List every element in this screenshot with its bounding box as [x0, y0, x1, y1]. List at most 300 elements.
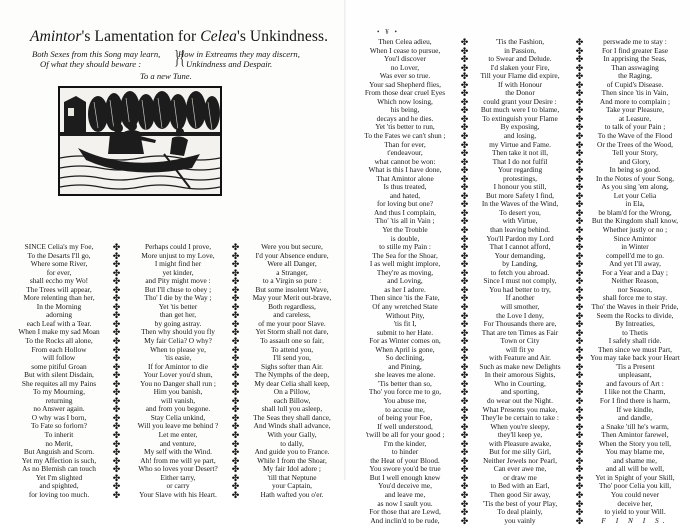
verse-line: The Trees will appear,	[26, 284, 92, 294]
verse-line: to Swear and Delude.	[488, 54, 552, 64]
verse-line: Tho' 'tis all in Vain ;	[375, 216, 435, 226]
verse-line: Your regarding	[497, 165, 543, 175]
verse-line: Your sad Shepherd flies,	[369, 79, 441, 89]
verse-line: deceive her,	[617, 498, 653, 508]
fleuron-ornament-icon: ✤	[575, 113, 584, 124]
fleuron-ornament-icon: ✤	[575, 404, 584, 415]
fleuron-ornament-icon: ✤	[575, 336, 584, 347]
verse-line: You may blame me,	[605, 447, 665, 457]
verse-line: Since I must not comply,	[483, 276, 557, 286]
fleuron-ornament-icon: ✤	[460, 233, 469, 244]
fleuron-ornament-icon: ✤	[112, 242, 121, 252]
verse-line: You'll Pardon my Lord	[486, 233, 554, 243]
subtitle-right-1: How in Extreams they may discern,	[178, 49, 300, 59]
fleuron-ornament-icon: ✤	[460, 455, 469, 466]
verse-line: But more Safety I find,	[486, 190, 554, 200]
fleuron-ornament-icon: ✤	[460, 276, 469, 287]
fleuron-ornament-icon: ✤	[112, 387, 121, 398]
verse-line: Neither Reason,	[611, 276, 659, 286]
fleuron-ornament-icon: ✤	[460, 515, 469, 526]
fleuron-ornament-icon: ✤	[460, 395, 469, 406]
verse-line: In being so good.	[609, 165, 661, 175]
fleuron-ornament-icon: ✤	[575, 207, 584, 218]
verse-line: I'd slaken your Fire,	[490, 62, 550, 72]
verse-line: To the Fates we can't shun ;	[364, 131, 446, 141]
boat-scene-image	[60, 88, 220, 194]
verse-line: If with Honour	[497, 79, 543, 89]
verse-line: To extinguish your Flame	[482, 113, 558, 123]
fleuron-ornament-icon: ✤	[460, 113, 469, 124]
fleuron-ornament-icon: ✤	[575, 455, 584, 466]
verse-line: to Thetis	[622, 327, 648, 337]
verse-line: To assault one so fair,	[260, 336, 324, 346]
fleuron-ornament-icon: ✤	[575, 301, 584, 312]
fleuron-ornament-icon: ✤	[575, 71, 584, 82]
verse-line: When to please ye,	[150, 344, 206, 354]
verse-line: Since Amintor	[613, 233, 657, 243]
fleuron-ornament-icon: ✤	[575, 430, 584, 441]
verse-line: Your demanding,	[494, 250, 546, 260]
fleuron-ornament-icon: ✤	[231, 267, 240, 278]
verse-line: If for Amintor to die	[148, 361, 208, 371]
fleuron-ornament-icon: ✤	[575, 464, 584, 475]
fleuron-ornament-icon: ✤	[231, 489, 240, 500]
fleuron-ornament-icon: ✤	[231, 378, 240, 389]
verse-line: To the Desarts I'll go,	[27, 250, 91, 260]
title-name-celea: Celea	[200, 28, 237, 45]
verse-line: Yet Storm shall not dare,	[255, 327, 329, 337]
verse-line: compell'd me to go.	[605, 250, 665, 260]
verse-line: To attend you,	[270, 344, 314, 354]
fleuron-ornament-icon: ✤	[231, 293, 240, 304]
fleuron-ornament-icon: ✤	[460, 165, 469, 176]
fleuron-ornament-icon: ✤	[231, 353, 240, 364]
fleuron-ornament-icon: ✤	[112, 267, 121, 278]
fleuron-ornament-icon: ✤	[112, 276, 121, 287]
fleuron-ornament-icon: ✤	[112, 318, 121, 329]
verse-line: My fair Idol adore ;	[263, 464, 321, 474]
fleuron-ornament-icon: ✤	[575, 489, 584, 500]
fleuron-ornament-icon: ✤	[112, 336, 121, 347]
verse-line: In apprising the Seas,	[603, 54, 667, 64]
verse-line: no Lover,	[390, 62, 420, 72]
fleuron-ornament-icon: ✤	[575, 284, 584, 295]
verse-line: That I cannot afford,	[489, 242, 551, 252]
verse-line: And Winds shall advance,	[253, 421, 331, 431]
verse-line: the Raging,	[618, 71, 652, 81]
fleuron-ornament-icon: ✤	[460, 310, 469, 321]
verse-line: and Pining,	[388, 361, 422, 371]
fleuron-ornament-icon: ✤	[231, 421, 240, 432]
fleuron-ornament-icon: ✤	[575, 37, 584, 47]
fleuron-ornament-icon: ✤	[575, 173, 584, 184]
verse-line: Can ever awe me,	[493, 464, 547, 474]
verse-line: When you're sleepy,	[490, 421, 550, 431]
verse-line: Tho' you force me to go,	[368, 387, 442, 397]
fleuron-ornament-icon: ✤	[460, 242, 469, 253]
fleuron-ornament-icon: ✤	[460, 199, 469, 210]
verse-line: Then why should you fly	[141, 327, 215, 337]
fleuron-ornament-icon: ✤	[460, 250, 469, 261]
verse-line: Let your Celia	[613, 190, 657, 200]
verse-line: Who so loves your Desert?	[138, 464, 218, 474]
verse-line: do wear out the Night.	[487, 395, 553, 405]
verse-line: returning	[45, 395, 73, 405]
fleuron-ornament-icon: ✤	[575, 79, 584, 90]
fleuron-ornament-icon: ✤	[460, 430, 469, 441]
verse-line: by going astray.	[154, 318, 202, 328]
fleuron-ornament-icon: ✤	[460, 173, 469, 184]
verse-line: unpleasant,	[618, 370, 652, 380]
fleuron-ornament-icon: ✤	[575, 319, 584, 330]
fleuron-ornament-icon: ✤	[460, 421, 469, 432]
fleuron-ornament-icon: ✤	[460, 413, 469, 424]
verse-line: To the Wave of the Flood	[597, 131, 673, 141]
verse-line: than leaving behind.	[490, 225, 550, 235]
verse-line: And yet I'll away,	[609, 259, 661, 269]
verse-line: Yet my Affection is such,	[21, 455, 97, 465]
verse-line: 'tis fit I,	[393, 319, 417, 329]
verse-line: SINCE Celia's my Foe,	[24, 242, 94, 251]
fleuron-ornament-icon: ✤	[112, 395, 121, 406]
verse-line: To inherit	[44, 430, 74, 440]
poem-column-2	[122, 243, 234, 499]
verse-line: Him you banish,	[153, 387, 203, 397]
verse-line: of me your poor Slave.	[258, 318, 326, 328]
verse-line: I like not the Charm,	[604, 387, 666, 397]
verse-line: By Intreaties,	[615, 319, 655, 329]
fleuron-ornament-icon: ✤	[575, 267, 584, 278]
verse-line: will follow	[42, 353, 76, 363]
fleuron-ornament-icon: ✤	[231, 344, 240, 355]
fleuron-ornament-icon: ✤	[112, 327, 121, 338]
fleuron-ornament-icon: ✤	[460, 387, 469, 398]
verse-line: Where some River,	[30, 259, 88, 269]
verse-line: and Glory,	[619, 156, 651, 166]
fleuron-ornament-icon: ✤	[231, 250, 240, 261]
fleuron-ornament-icon: ✤	[460, 71, 469, 82]
verse-line: and losing,	[503, 131, 537, 141]
poem-column-4	[352, 38, 458, 525]
verse-line: yet kinder,	[162, 267, 194, 277]
verse-line: she leaves me alone.	[374, 370, 436, 380]
verse-line: To Fate so forlorn?	[31, 421, 87, 431]
verse-line: and spighted,	[39, 481, 79, 491]
fleuron-ornament-icon: ✤	[112, 293, 121, 304]
fleuron-ornament-icon: ✤	[575, 216, 584, 227]
fleuron-ornament-icon: ✤	[575, 88, 584, 99]
verse-line: his being,	[390, 105, 420, 115]
verse-line: will vanish,	[160, 395, 196, 405]
verse-line: 'Tis a Present	[615, 361, 655, 371]
verse-line: submit to her Hate.	[376, 327, 434, 337]
verse-line: they'll keep ye,	[497, 430, 543, 440]
verse-line: each Leaf with a Tear.	[26, 318, 92, 328]
fleuron-ornament-icon: ✤	[575, 370, 584, 381]
fleuron-ornament-icon: ✤	[460, 139, 469, 150]
fleuron-ornament-icon: ✤	[460, 62, 469, 73]
verse-line: The Nymphs of the deep,	[254, 370, 330, 380]
verse-line: to hinder	[391, 447, 419, 457]
verse-line: Tell your Story,	[612, 148, 658, 158]
verse-line: to talk of your Pain ;	[604, 122, 666, 132]
fleuron-ornament-icon: ✤	[575, 327, 584, 338]
verse-line: as her I adore.	[384, 284, 426, 294]
verse-line: Than asswaging	[611, 62, 659, 72]
verse-line: So declining,	[385, 353, 425, 363]
fleuron-ornament-icon: ✤	[575, 156, 584, 167]
fleuron-ornament-icon: ✤	[231, 327, 240, 338]
verse-line: shall lull you asleep,	[261, 404, 323, 414]
fleuron-ornament-icon: ✤	[231, 276, 240, 287]
verse-line: Than for ever,	[384, 139, 426, 149]
verse-line: For as Winter comes on,	[369, 336, 441, 346]
fleuron-ornament-icon: ✤	[575, 447, 584, 458]
verse-line: More unjust to my Love,	[141, 250, 215, 260]
verse-line: If well understood,	[377, 421, 433, 431]
verse-line: and all will be well,	[605, 464, 665, 474]
verse-line: You'd deceive me,	[378, 481, 432, 491]
fleuron-ornament-icon: ✤	[112, 259, 121, 270]
fleuron-ornament-icon: ✤	[575, 438, 584, 449]
verse-line: or carry	[166, 481, 190, 491]
fleuron-ornament-icon: ✤	[112, 438, 121, 449]
verse-line: each Billow,	[273, 395, 311, 405]
verse-line: Such as make new Delights	[479, 361, 561, 371]
fleuron-ornament-icon: ✤	[231, 438, 240, 449]
verse-line: to stille my Pain :	[379, 242, 431, 252]
verse-line: You abuse me,	[383, 395, 427, 405]
ornament-border-1	[111, 243, 122, 499]
fleuron-ornament-icon: ✤	[460, 301, 469, 312]
verse-line: shall eccho my Wo!	[29, 276, 89, 286]
fleuron-ornament-icon: ✤	[112, 447, 121, 458]
verse-line: In the Waves of the Wind,	[481, 199, 559, 209]
fleuron-ornament-icon: ✤	[231, 301, 240, 312]
fleuron-ornament-icon: ✤	[460, 156, 469, 167]
fleuron-ornament-icon: ✤	[460, 79, 469, 90]
fleuron-ornament-icon: ✤	[112, 344, 121, 355]
verse-line: I'd your Absence endure,	[255, 250, 329, 260]
fleuron-ornament-icon: ✤	[575, 507, 584, 518]
fleuron-ornament-icon: ✤	[460, 122, 469, 133]
fleuron-ornament-icon: ✤	[460, 472, 469, 483]
verse-line: with Virtue,	[502, 216, 538, 226]
fleuron-ornament-icon: ✤	[112, 378, 121, 389]
ballad-title	[30, 28, 330, 46]
verse-line: More relenting than her,	[23, 293, 95, 303]
poem-column-1	[4, 243, 114, 499]
poem-column-3	[239, 243, 345, 499]
verse-line: Both regardless,	[268, 301, 316, 311]
fleuron-ornament-icon: ✤	[460, 361, 469, 372]
fleuron-ornament-icon: ✤	[575, 148, 584, 159]
fleuron-ornament-icon: ✤	[231, 395, 240, 406]
verse-line: as now I sault you.	[377, 498, 433, 508]
verse-line: I might find her	[154, 259, 202, 269]
verse-line: In their amorous Sights,	[484, 370, 556, 380]
verse-line: You had better to try,	[489, 284, 551, 294]
verse-line: the Donor	[505, 88, 535, 98]
verse-line: for loving but one?	[376, 199, 434, 209]
fleuron-ornament-icon: ✤	[460, 259, 469, 270]
verse-line: To desert you,	[499, 207, 541, 217]
fleuron-ornament-icon: ✤	[460, 207, 469, 218]
verse-line: But the Kingdom shall know,	[591, 216, 679, 226]
verse-line: Yet I'm slighted	[35, 472, 83, 482]
subtitle-left-2: Of what they should beware :	[40, 59, 142, 69]
verse-line: the Heat of your Blood.	[370, 455, 440, 465]
verse-line: Tho' I die by the Way ;	[144, 293, 212, 303]
verse-line: When I cease to pursue,	[369, 45, 441, 55]
verse-line: will fit ye	[505, 344, 535, 354]
verse-line: Then good Sir away,	[489, 489, 551, 499]
fleuron-ornament-icon: ✤	[460, 54, 469, 65]
verse-line: 'Tis the Fashion,	[495, 37, 545, 46]
verse-line: protestings,	[502, 173, 538, 183]
verse-line: The Seas they shall dance,	[253, 412, 331, 422]
fleuron-ornament-icon: ✤	[575, 310, 584, 321]
verse-line: You may take back your Heart	[590, 353, 680, 363]
fleuron-ornament-icon: ✤	[460, 319, 469, 330]
fleuron-ornament-icon: ✤	[112, 421, 121, 432]
fleuron-ornament-icon: ✤	[575, 225, 584, 236]
verse-line: and leave me,	[384, 489, 426, 499]
fleuron-ornament-icon: ✤	[575, 105, 584, 116]
verse-line: a Snake 'till he's warm,	[601, 421, 669, 431]
verse-line: 'Tis the best of your Play,	[482, 498, 558, 508]
fleuron-ornament-icon: ✤	[460, 353, 469, 364]
fleuron-ornament-icon: ✤	[460, 344, 469, 355]
fleuron-ornament-icon: ✤	[460, 45, 469, 56]
verse-line: to dally,	[280, 438, 304, 448]
verse-line: You no Danger shall run ;	[140, 378, 216, 388]
fleuron-ornament-icon: ✤	[575, 259, 584, 270]
verse-line: the Love I deny,	[496, 310, 544, 320]
verse-line: Perhaps could I prove,	[144, 242, 212, 251]
fleuron-ornament-icon: ✤	[112, 370, 121, 381]
subtitle-right-2: Unkindness and Despair.	[186, 59, 273, 69]
verse-line: For Thousands there are,	[483, 319, 557, 329]
verse-line: That I do not fulfil	[492, 156, 548, 166]
fleuron-ornament-icon: ✤	[231, 481, 240, 492]
verse-line: Which now losing,	[377, 96, 433, 106]
verse-line: F I N I S.	[601, 515, 669, 525]
verse-line: 'twill be all for your good ;	[365, 430, 445, 440]
fleuron-ornament-icon: ✤	[460, 404, 469, 415]
fleuron-ornament-icon: ✤	[112, 301, 121, 312]
verse-line: On a Pillow,	[273, 387, 311, 397]
fleuron-ornament-icon: ✤	[575, 122, 584, 133]
verse-line: 'Tis better than so,	[378, 378, 432, 388]
verse-line: to fetch you abroad.	[490, 267, 550, 277]
verse-line: Then since 'tis the Fate,	[370, 293, 440, 303]
verse-line: you vainly	[504, 515, 536, 525]
verse-line: Ah! from me will ye part,	[140, 455, 216, 465]
verse-line: Tho' the Waves in their Pride,	[591, 301, 679, 311]
verse-line: Who in Courting,	[494, 378, 546, 388]
verse-line: Town or City	[500, 336, 540, 346]
fleuron-ornament-icon: ✤	[575, 45, 584, 56]
fleuron-ornament-icon: ✤	[112, 430, 121, 441]
verse-line: When April is gone,	[375, 344, 435, 354]
fleuron-ornament-icon: ✤	[575, 54, 584, 65]
verse-line: no Answer again.	[33, 404, 85, 414]
verse-line: From each Hollow	[31, 344, 87, 354]
verse-line: My fair Celia? O why?	[144, 336, 212, 346]
fleuron-ornament-icon: ✤	[575, 250, 584, 261]
verse-line: While I from the Shoar,	[257, 455, 327, 465]
fleuron-ornament-icon: ✤	[231, 430, 240, 441]
fleuron-ornament-icon: ✤	[460, 105, 469, 116]
fleuron-ornament-icon: ✤	[460, 182, 469, 193]
fleuron-ornament-icon: ✤	[575, 242, 584, 253]
verse-line: and favours of Art :	[606, 378, 664, 388]
verse-line: You could never	[610, 489, 660, 499]
fleuron-ornament-icon: ✤	[231, 412, 240, 423]
verse-line: But with silent Disdain,	[24, 370, 94, 380]
verse-line: What Presents you make,	[482, 404, 558, 414]
verse-line: of Cupid's Disease.	[606, 79, 664, 89]
verse-line: a Stranger,	[276, 267, 308, 277]
verse-line: I honour you still,	[493, 182, 547, 192]
verse-line: But much were I to blame,	[480, 105, 560, 115]
fleuron-ornament-icon: ✤	[460, 284, 469, 295]
verse-line: Were all Danger,	[267, 259, 317, 269]
verse-line: Of any wretched State	[372, 301, 438, 311]
verse-line: in Winter	[621, 242, 649, 252]
fleuron-ornament-icon: ✤	[575, 395, 584, 406]
title-text-1: 's Lamentation for	[81, 28, 201, 45]
fleuron-ornament-icon: ✤	[112, 404, 121, 415]
fleuron-ornament-icon: ✤	[460, 378, 469, 389]
verse-line: Yet 'tis better	[158, 301, 198, 311]
verse-line: Then since we must Part,	[597, 344, 673, 354]
fleuron-ornament-icon: ✤	[575, 421, 584, 432]
fleuron-ornament-icon: ✤	[575, 276, 584, 287]
fleuron-ornament-icon: ✤	[460, 293, 469, 304]
verse-line: But for me silly Girl,	[489, 447, 551, 457]
verse-line: Hath wafted you o'er.	[260, 489, 324, 499]
verse-line: They're as moving,	[376, 267, 434, 277]
verse-line: With your Gally,	[267, 430, 317, 440]
fleuron-ornament-icon: ✤	[231, 310, 240, 321]
fleuron-ornament-icon: ✤	[460, 370, 469, 381]
fleuron-ornament-icon: ✤	[460, 438, 469, 449]
verse-line: To the Rocks all alone,	[25, 336, 93, 346]
verse-line: Either tarry,	[160, 472, 196, 482]
verse-line: If we kindle,	[616, 404, 654, 414]
verse-line: and from you begone.	[145, 404, 211, 414]
verse-line: Was ever so true.	[379, 71, 431, 81]
verse-line: But some insolent Wave,	[255, 284, 329, 294]
fleuron-ornament-icon: ✤	[575, 190, 584, 201]
verse-line: Stay Celia unkind,	[150, 412, 206, 422]
verse-line: Is thus treated,	[383, 182, 427, 192]
fleuron-ornament-icon: ✤	[575, 378, 584, 389]
fleuron-ornament-icon: ✤	[231, 318, 240, 329]
verse-line: If another	[505, 293, 535, 303]
fleuron-ornament-icon: ✤	[575, 293, 584, 304]
verse-line: by Landing,	[502, 259, 538, 269]
verse-line: You swore you'd be true	[369, 464, 441, 474]
verse-line: I as well might implore,	[369, 259, 441, 269]
fleuron-ornament-icon: ✤	[460, 216, 469, 227]
fleuron-ornament-icon: ✤	[460, 88, 469, 99]
fleuron-ornament-icon: ✤	[460, 447, 469, 458]
verse-line: with Feature and Air.	[488, 353, 551, 363]
fleuron-ornament-icon: ✤	[460, 37, 469, 47]
